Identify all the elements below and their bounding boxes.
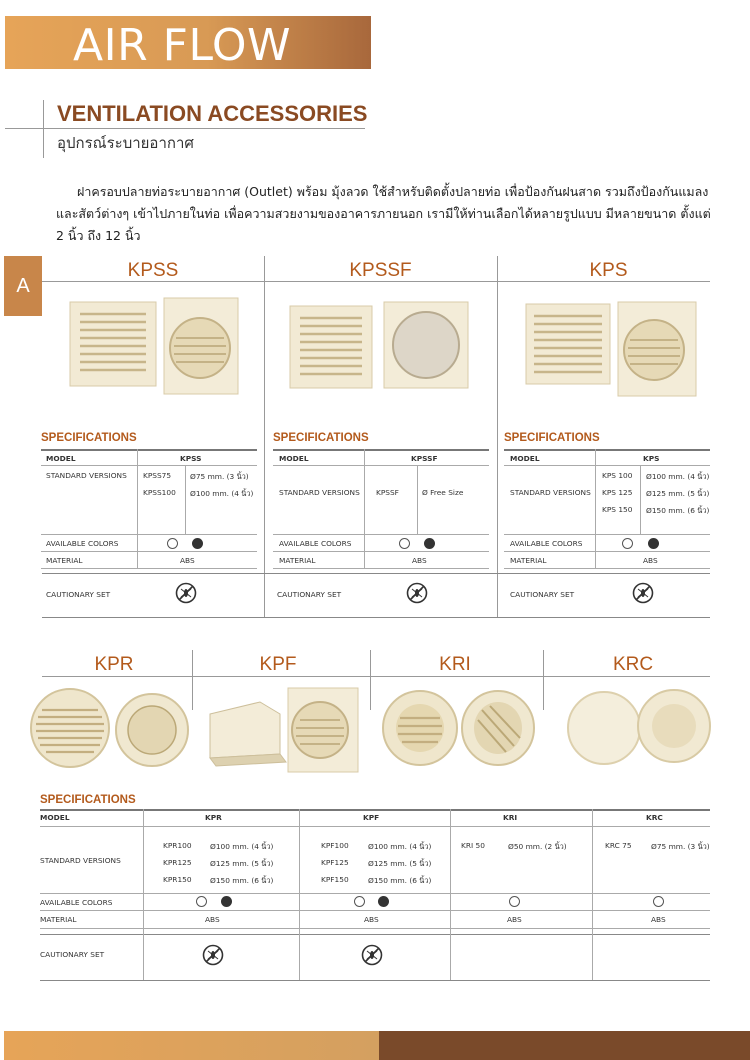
table-rule: [273, 551, 489, 552]
table-rule: [41, 449, 257, 451]
model-name: KPSS: [180, 454, 202, 463]
color-swatch-white: [399, 538, 410, 549]
material-label: MATERIAL: [510, 556, 547, 565]
version-size: Ø75 mm. (3 นิ้ว): [651, 842, 710, 851]
model-header: MODEL: [46, 454, 76, 463]
table-rule: [41, 568, 257, 569]
color-swatch-black: [648, 538, 659, 549]
kps-product-photo: [524, 296, 700, 400]
table-rule: [504, 551, 710, 552]
table-rule: [273, 568, 489, 569]
kpssf-product-photo: [286, 300, 472, 392]
section-rule: [40, 980, 710, 981]
section-rule: [40, 934, 710, 935]
section-rule: [42, 617, 710, 618]
version-model: KRI 50: [461, 841, 485, 850]
footer-bar-right: [379, 1031, 750, 1060]
version-size: Ø150 mm. (6 นิ้ว): [368, 876, 432, 885]
no-insect-icon: [202, 944, 224, 966]
color-swatch-black: [192, 538, 203, 549]
version-model: KPS 150: [602, 505, 633, 514]
table-rule: [504, 534, 710, 535]
model-name: KPR: [205, 813, 222, 822]
table-rule: [40, 826, 710, 827]
no-insect-icon: [632, 582, 654, 604]
table-col-rule: [185, 465, 186, 534]
product-name-krc: KRC: [612, 654, 654, 675]
version-size: Ø50 mm. (2 นิ้ว): [508, 842, 567, 851]
product-name-kpf: KPF: [259, 654, 297, 675]
version-model: KPSS75: [143, 471, 172, 480]
intro-line: 2 นิ้ว ถึง 12 นิ้ว: [56, 228, 141, 243]
available-colors-label: AVAILABLE COLORS: [46, 539, 119, 548]
product-name-kpr: KPR: [94, 654, 134, 675]
table-rule: [40, 893, 710, 894]
header-vertical-rule: [43, 100, 44, 158]
material-value: ABS: [364, 915, 379, 924]
air-flow-banner: [5, 16, 371, 69]
section-tab: A: [4, 256, 42, 316]
standard-versions-label: STANDARD VERSIONS: [40, 856, 121, 865]
table-rule: [273, 465, 489, 466]
table-rule: [273, 534, 489, 535]
table-rule: [41, 534, 257, 535]
material-value: ABS: [205, 915, 220, 924]
version-size: Ø75 mm. (3 นิ้ว): [190, 472, 249, 481]
specifications-title: SPECIFICATIONS: [273, 432, 369, 444]
product-name-kps: KPS: [589, 260, 628, 281]
specifications-title: SPECIFICATIONS: [504, 432, 600, 444]
section-rule: [42, 573, 710, 574]
version-model: KPS 100: [602, 471, 633, 480]
material-value: ABS: [643, 556, 658, 565]
version-model: KPS 125: [602, 488, 633, 497]
material-value: ABS: [507, 915, 522, 924]
version-size: Ø100 mm. (4 นิ้ว): [646, 472, 710, 481]
material-value: ABS: [180, 556, 195, 565]
table-col-rule: [592, 809, 593, 980]
table-rule: [40, 809, 710, 811]
version-size: Ø100 mm. (4 นิ้ว): [210, 842, 274, 851]
table-rule: [273, 449, 489, 451]
intro-paragraph: [56, 181, 711, 247]
material-value: ABS: [412, 556, 427, 565]
model-header: MODEL: [279, 454, 309, 463]
footer-bar-left: [4, 1031, 379, 1060]
version-size: Ø125 mm. (5 นิ้ว): [368, 859, 432, 868]
cautionary-set-label: CAUTIONARY SET: [46, 590, 111, 599]
version-model: KPF125: [321, 858, 349, 867]
version-size: Ø100 mm. (4 นิ้ว): [368, 842, 432, 851]
kri-product-photo: [382, 688, 542, 770]
product-name-kpss: KPSS: [127, 260, 179, 281]
version-model: KPSSF: [376, 488, 399, 497]
table-col-rule: [137, 449, 138, 568]
version-model: KPF100: [321, 841, 349, 850]
no-insect-icon: [175, 582, 197, 604]
version-size: Ø125 mm. (5 นิ้ว): [646, 489, 710, 498]
standard-versions-label: STANDARD VERSIONS: [46, 471, 127, 480]
table-col-rule: [364, 449, 365, 568]
standard-versions-label: STANDARD VERSIONS: [279, 488, 360, 497]
table-rule: [40, 910, 710, 911]
version-model: KPR100: [163, 841, 192, 850]
color-swatch-black: [221, 896, 232, 907]
version-model: KPSS100: [143, 488, 176, 497]
page-title: VENTILATION ACCESSORIES: [57, 101, 368, 126]
available-colors-label: AVAILABLE COLORS: [510, 539, 583, 548]
table-col-rule: [450, 809, 451, 980]
product-name-kpssf: KPSSF: [349, 260, 412, 281]
color-swatch-white: [196, 896, 207, 907]
cautionary-set-label: CAUTIONARY SET: [510, 590, 575, 599]
table-col-rule: [417, 465, 418, 534]
version-model: KPR150: [163, 875, 192, 884]
no-insect-icon: [361, 944, 383, 966]
table-col-rule: [299, 809, 300, 980]
column-divider: [264, 256, 265, 618]
header-horizontal-rule: [5, 128, 365, 129]
standard-versions-label: STANDARD VERSIONS: [510, 488, 591, 497]
color-swatch-white: [653, 896, 664, 907]
specifications-title: SPECIFICATIONS: [41, 432, 137, 444]
intro-line: ฝาครอบปลายท่อระบายอากาศ (Outlet) พร้อม มุ้งลวด ใช้สำหรับติดตั้งปลายท่อ เพื่อป้องกันฝนสาด รวมถึงป้องกันแมลง: [77, 184, 709, 199]
material-label: MATERIAL: [40, 915, 77, 924]
color-swatch-white: [167, 538, 178, 549]
version-model: KPR125: [163, 858, 192, 867]
intro-line: และสัตว์ต่างๆ เข้าไปภายในท่อ เพื่อความสวยงามของอาคารภายนอก เรามีให้ท่านเลือกได้หลายรูปแบบ มีหลายขนาด ตั้งแต่: [56, 206, 711, 221]
kpf-product-photo: [200, 684, 362, 776]
version-model: KRC 75: [605, 841, 632, 850]
table-col-rule: [640, 465, 641, 534]
color-swatch-white: [622, 538, 633, 549]
table-col-rule: [595, 449, 596, 568]
model-header: MODEL: [510, 454, 540, 463]
version-model: KPF150: [321, 875, 349, 884]
table-rule: [40, 928, 710, 929]
model-name: KPF: [363, 813, 380, 822]
version-size: Ø100 mm. (4 นิ้ว): [190, 489, 254, 498]
color-swatch-black: [378, 896, 389, 907]
table-rule: [504, 568, 710, 569]
version-size: Ø Free Size: [422, 488, 464, 497]
material-label: MATERIAL: [46, 556, 83, 565]
product-name-rule: [42, 676, 710, 677]
color-swatch-white: [509, 896, 520, 907]
page-subtitle: อุปกรณ์ระบายอากาศ: [57, 134, 194, 152]
model-header: MODEL: [40, 813, 70, 822]
table-rule: [41, 551, 257, 552]
version-size: Ø125 mm. (5 นิ้ว): [210, 859, 274, 868]
color-swatch-black: [424, 538, 435, 549]
color-swatch-white: [354, 896, 365, 907]
version-size: Ø150 mm. (6 นิ้ว): [210, 876, 274, 885]
no-insect-icon: [406, 582, 428, 604]
available-colors-label: AVAILABLE COLORS: [40, 898, 113, 907]
model-name: KRC: [646, 813, 663, 822]
model-name: KPSSF: [411, 454, 438, 463]
product-name-kri: KRI: [439, 654, 471, 675]
banner-title: AIR FLOW: [73, 20, 292, 71]
material-label: MATERIAL: [279, 556, 316, 565]
material-value: ABS: [651, 915, 666, 924]
krc-product-photo: [566, 684, 714, 772]
cautionary-set-label: CAUTIONARY SET: [277, 590, 342, 599]
column-divider: [497, 256, 498, 618]
table-rule: [41, 465, 257, 466]
cautionary-set-label: CAUTIONARY SET: [40, 950, 105, 959]
model-name: KPS: [643, 454, 660, 463]
model-name: KRI: [503, 813, 518, 822]
version-size: Ø150 mm. (6 นิ้ว): [646, 506, 710, 515]
kpr-product-photo: [30, 684, 192, 774]
table-rule: [504, 465, 710, 466]
specifications-title: SPECIFICATIONS: [40, 794, 136, 806]
kpss-product-photo: [66, 294, 244, 396]
table-col-rule: [143, 809, 144, 980]
table-rule: [504, 449, 710, 451]
available-colors-label: AVAILABLE COLORS: [279, 539, 352, 548]
